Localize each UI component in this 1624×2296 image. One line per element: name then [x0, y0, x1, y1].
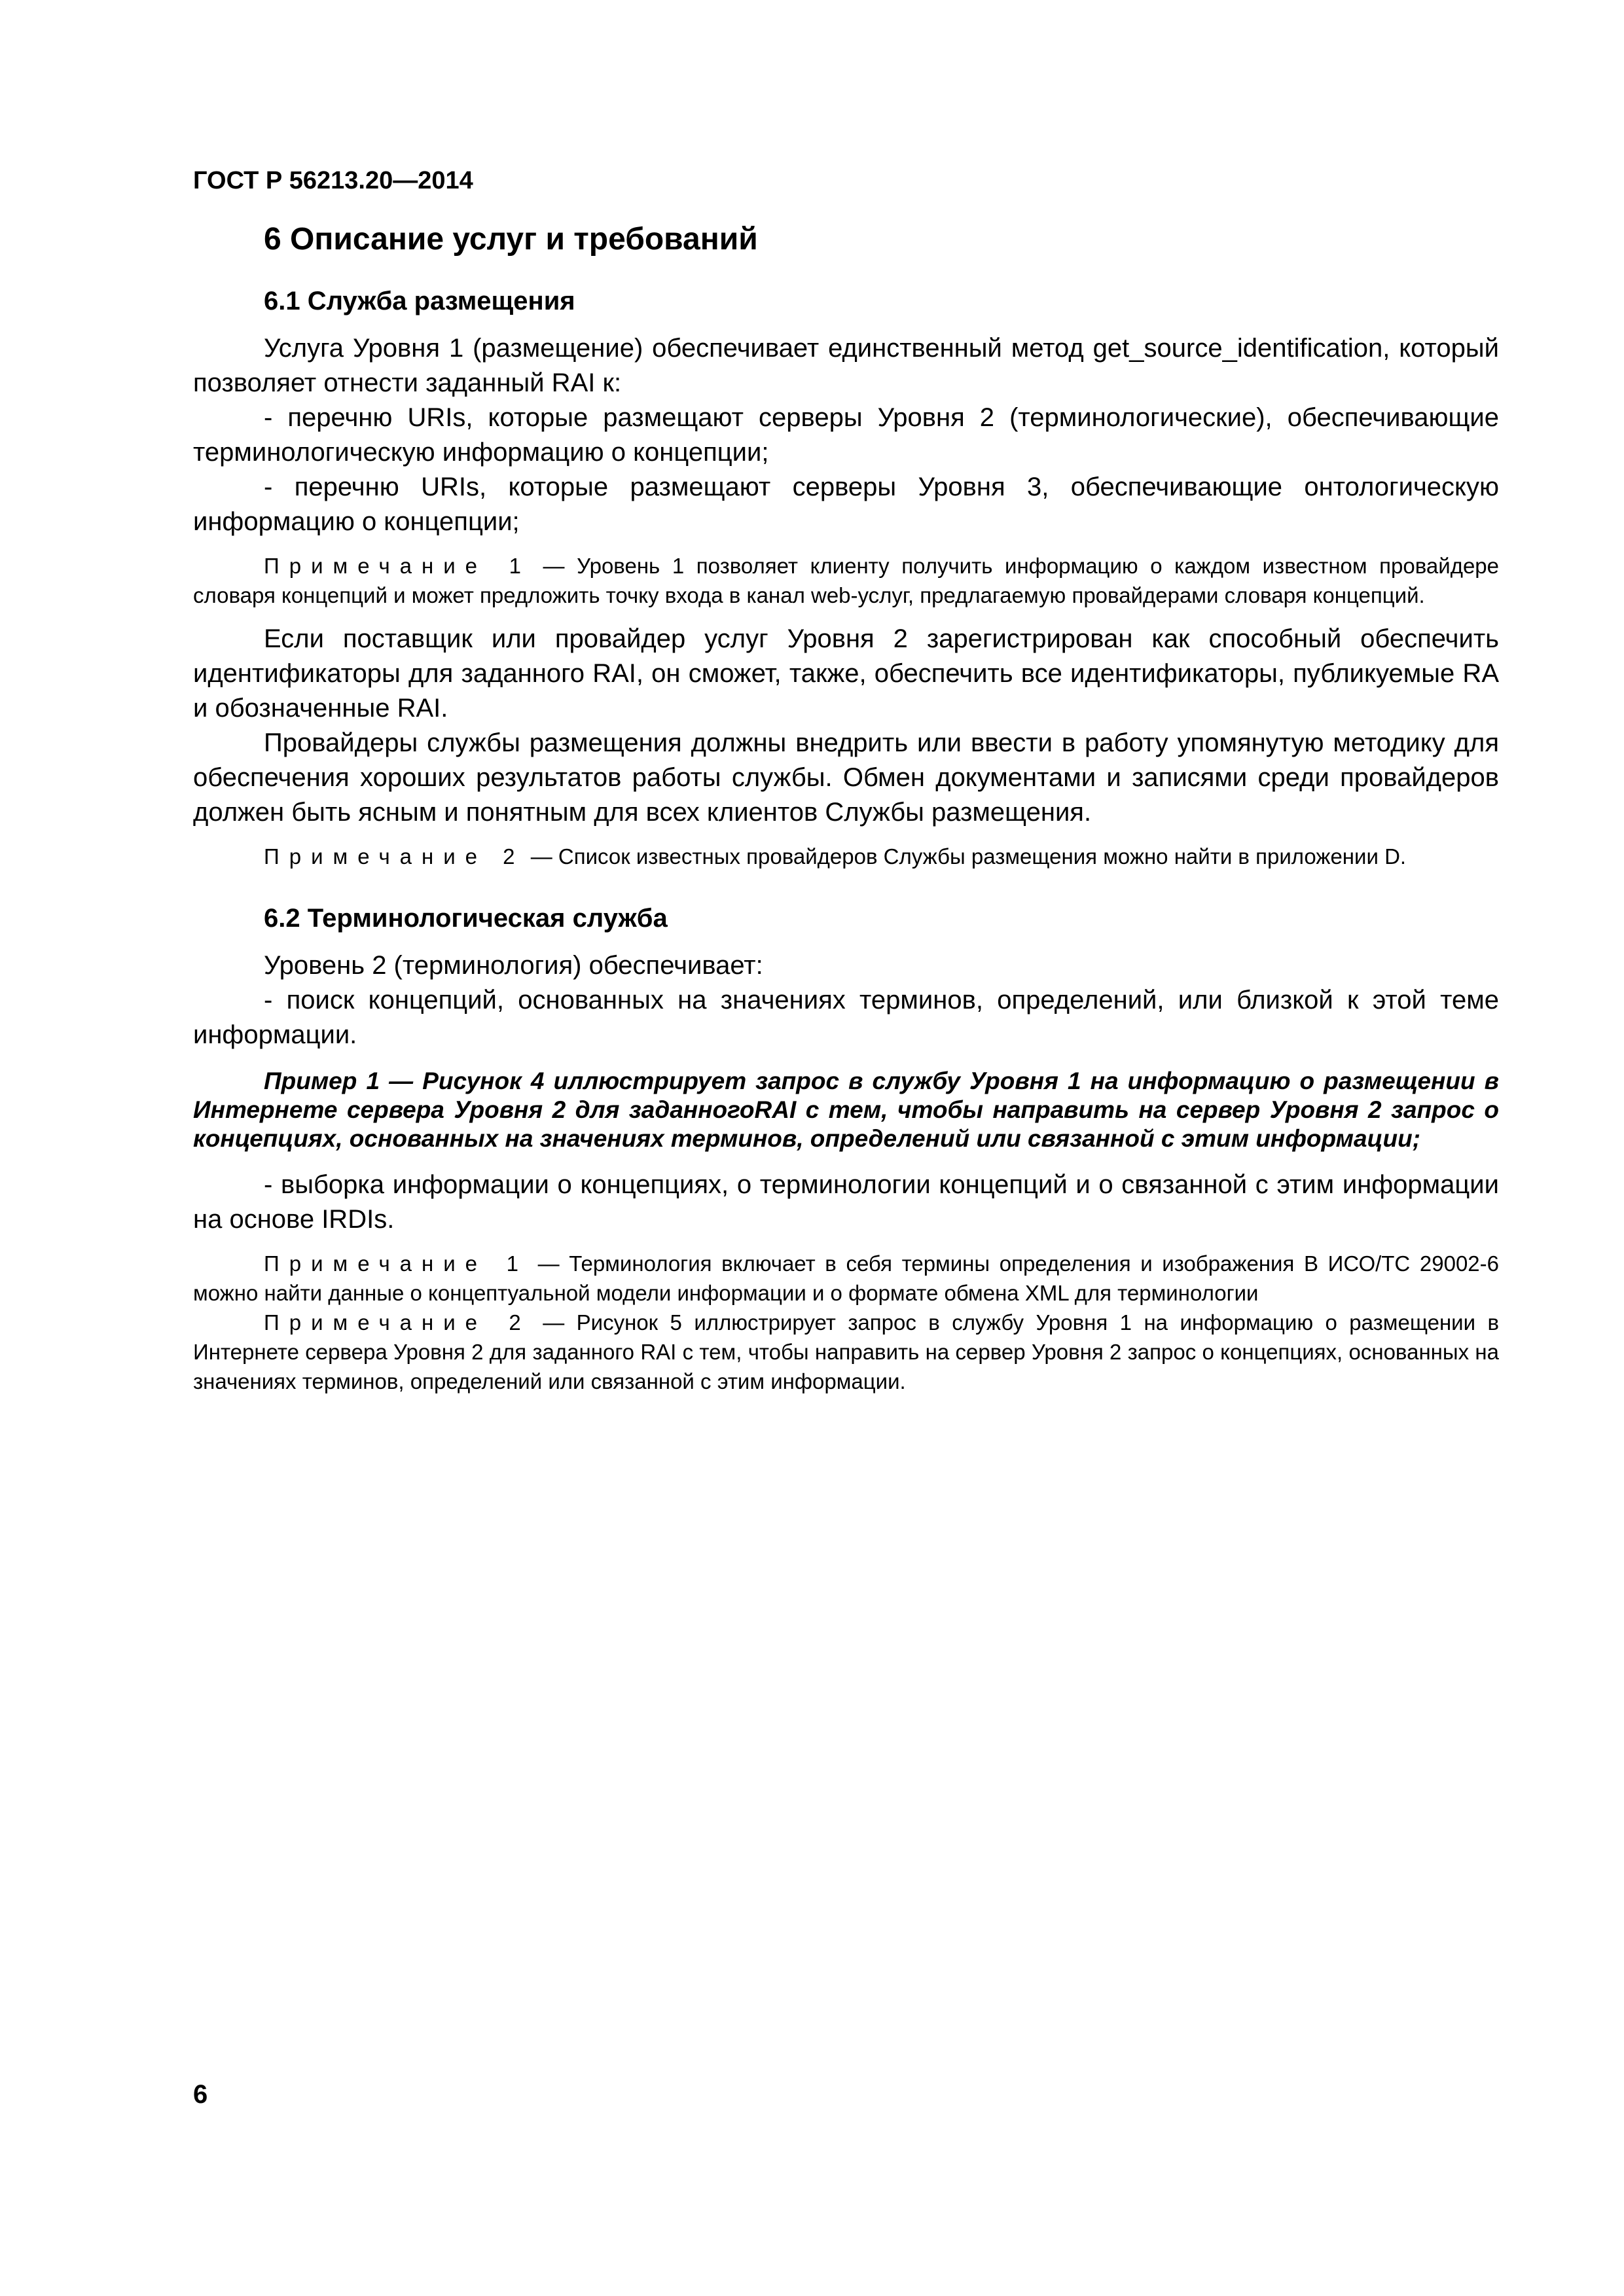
list-item: - поиск концепций, основанных на значениях терминов, определений, или близкой к этой теме информации. — [193, 986, 1499, 1049]
note — [193, 551, 1499, 610]
note-label: Примечание 2 — [264, 1310, 531, 1335]
note-label: Примечание 1 — [264, 1251, 528, 1276]
list-item: - перечню URIs, которые размещают серверы Уровня 2 (терминологические), обеспечивающие терминологическую информацию о концепции; — [193, 403, 1499, 467]
spacer — [193, 883, 1499, 900]
paragraph: Провайдеры службы размещения должны внедрить или ввести в работу упомянутую методику для обеспечения хороших результатов работы службы. Обмен документами и записями среди провайдеров должен быть ясным и понятным для всех клиентов Службы размещения. — [193, 728, 1499, 827]
note-label: Примечание 2 — [264, 844, 525, 869]
note-text: — Список известных провайдеров Службы размещения можно найти в приложении D. — [524, 844, 1407, 869]
page-header: ГОСТ Р 56213.20—2014 — [193, 167, 473, 194]
note — [193, 1249, 1499, 1308]
page-content — [193, 219, 1499, 1408]
example: Пример 1 — Рисунок 4 иллюстрирует запрос в службу Уровня 1 на информацию о размещении в Интернете сервера Уровня 2 для заданногоRAI с тем, чтобы направить на сервер Уровня 2 запрос о концепциях, основанных на значениях терминов, определений или связанной с этим информации; — [193, 1067, 1499, 1152]
paragraph: Если поставщик или провайдер услуг Уровня 2 зарегистрирован как способный обеспечить идентификаторы для заданного RAI, он сможет, также, обеспечить все идентификаторы, публикуемые RA и обозначенные RAI. — [193, 624, 1499, 723]
list-item: - перечню URIs, которые размещают серверы Уровня 3, обеспечивающие онтологическую информацию о концепции; — [193, 473, 1499, 536]
page-number: 6 — [193, 2080, 208, 2109]
subsection-title-6-2: 6.2 Терминологическая служба — [264, 904, 668, 933]
note-label: Примечание 1 — [264, 554, 531, 578]
note-text: — Уровень 1 позволяет клиенту получить информацию о каждом известном провайдере словаря концепций и может предложить точку входа в канал web-услуг, предлагаемую провайдерами словаря концепций. — [193, 554, 1500, 607]
paragraph: Услуга Уровня 1 (размещение) обеспечивает единственный метод get_source_identification, который позволяет отнести заданный RAI к: — [193, 334, 1499, 397]
section-title: 6 Описание услуг и требований — [264, 222, 758, 257]
note — [193, 842, 1499, 871]
list-item: - выборка информации о концепциях, о терминологии концепций и о связанной с этим информации на основе IRDIs. — [193, 1170, 1499, 1234]
subsection-title-6-1: 6.1 Служба размещения — [264, 287, 575, 315]
paragraph: Уровень 2 (терминология) обеспечивает: — [264, 951, 763, 980]
note — [193, 1308, 1499, 1396]
note-text: — Рисунок 5 иллюстрирует запрос в службу Уровня 1 на информацию о размещении в Интернете сервера Уровня 2 для заданного RAI с тем, чтобы направить на сервер Уровня 2 запрос о концепциях, основанных на значениях терминов, определений или связанной с этим информации. — [193, 1310, 1499, 1393]
note-text: — Терминология включает в себя термины определения и изображения В ИСО/ТС 29002-6 можно найти данные о концептуальной модели информации и о формате обмена XML для терминологии — [193, 1251, 1499, 1305]
